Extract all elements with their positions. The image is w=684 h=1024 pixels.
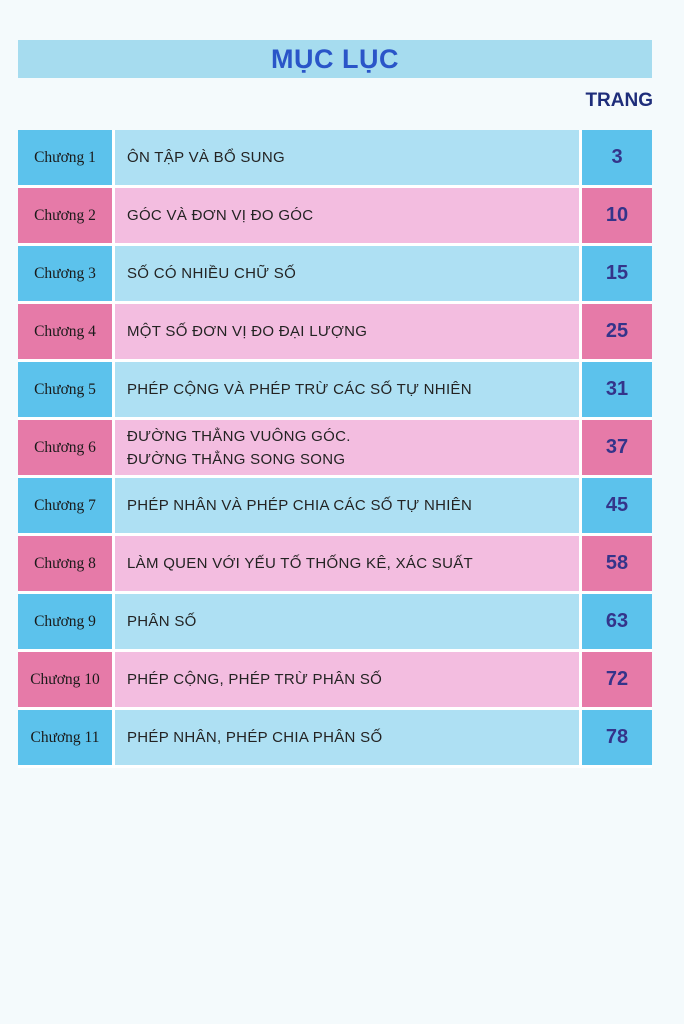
chapter-page-number: 25 [581,303,653,361]
chapter-title-line-1: ĐƯỜNG THẲNG VUÔNG GÓC. [127,427,351,445]
chapter-label: Chương 1 [18,130,114,187]
chapter-title: PHÉP CỘNG VÀ PHÉP TRỪ CÁC SỐ TỰ NHIÊN [114,361,581,419]
chapter-title: PHÉP NHÂN VÀ PHÉP CHIA CÁC SỐ TỰ NHIÊN [114,477,581,535]
chapter-page-number: 58 [581,535,653,593]
chapter-label: Chương 2 [18,187,114,245]
toc-row-chapter-10[interactable] [18,651,652,709]
chapter-label: Chương 8 [18,535,114,593]
chapter-title-line-2: ĐƯỜNG THẲNG SONG SONG [127,450,346,468]
toc-row-chapter-1[interactable] [18,130,652,187]
chapter-page-number: 63 [581,593,653,651]
chapter-label: Chương 6 [18,419,114,477]
chapter-label: Chương 3 [18,245,114,303]
chapter-title: SỐ CÓ NHIỀU CHỮ SỐ [114,245,581,303]
toc-row-chapter-7[interactable] [18,477,652,535]
toc-row-chapter-3[interactable] [18,245,652,303]
chapter-title: PHÉP NHÂN, PHÉP CHIA PHÂN SỐ [114,709,581,767]
chapter-page-number: 72 [581,651,653,709]
chapter-label: Chương 4 [18,303,114,361]
chapter-page-number: 10 [581,187,653,245]
chapter-title [114,419,581,477]
chapter-title: ÔN TẬP VÀ BỔ SUNG [114,130,581,187]
chapter-page-number: 45 [581,477,653,535]
chapter-label: Chương 10 [18,651,114,709]
chapter-title: PHÉP CỘNG, PHÉP TRỪ PHÂN SỐ [114,651,581,709]
toc-row-chapter-2[interactable] [18,187,652,245]
chapter-label: Chương 9 [18,593,114,651]
chapter-label: Chương 5 [18,361,114,419]
chapter-page-number: 3 [581,130,653,187]
table-of-contents [18,130,652,768]
chapter-page-number: 78 [581,709,653,767]
chapter-title: LÀM QUEN VỚI YẾU TỐ THỐNG KÊ, XÁC SUẤT [114,535,581,593]
page-title: MỤC LỤC [271,43,399,74]
chapter-page-number: 31 [581,361,653,419]
toc-row-chapter-8[interactable] [18,535,652,593]
chapter-page-number: 15 [581,245,653,303]
page-column-header: TRANG [585,90,653,111]
chapter-label: Chương 11 [18,709,114,767]
toc-row-chapter-11[interactable] [18,709,652,767]
toc-row-chapter-9[interactable] [18,593,652,651]
toc-row-chapter-5[interactable] [18,361,652,419]
toc-row-chapter-6[interactable] [18,419,652,477]
chapter-title: GÓC VÀ ĐƠN VỊ ĐO GÓC [114,187,581,245]
chapter-page-number: 37 [581,419,653,477]
toc-row-chapter-4[interactable] [18,303,652,361]
chapter-title: PHÂN SỐ [114,593,581,651]
chapter-title: MỘT SỐ ĐƠN VỊ ĐO ĐẠI LƯỢNG [114,303,581,361]
chapter-label: Chương 7 [18,477,114,535]
title-bar [18,40,652,78]
